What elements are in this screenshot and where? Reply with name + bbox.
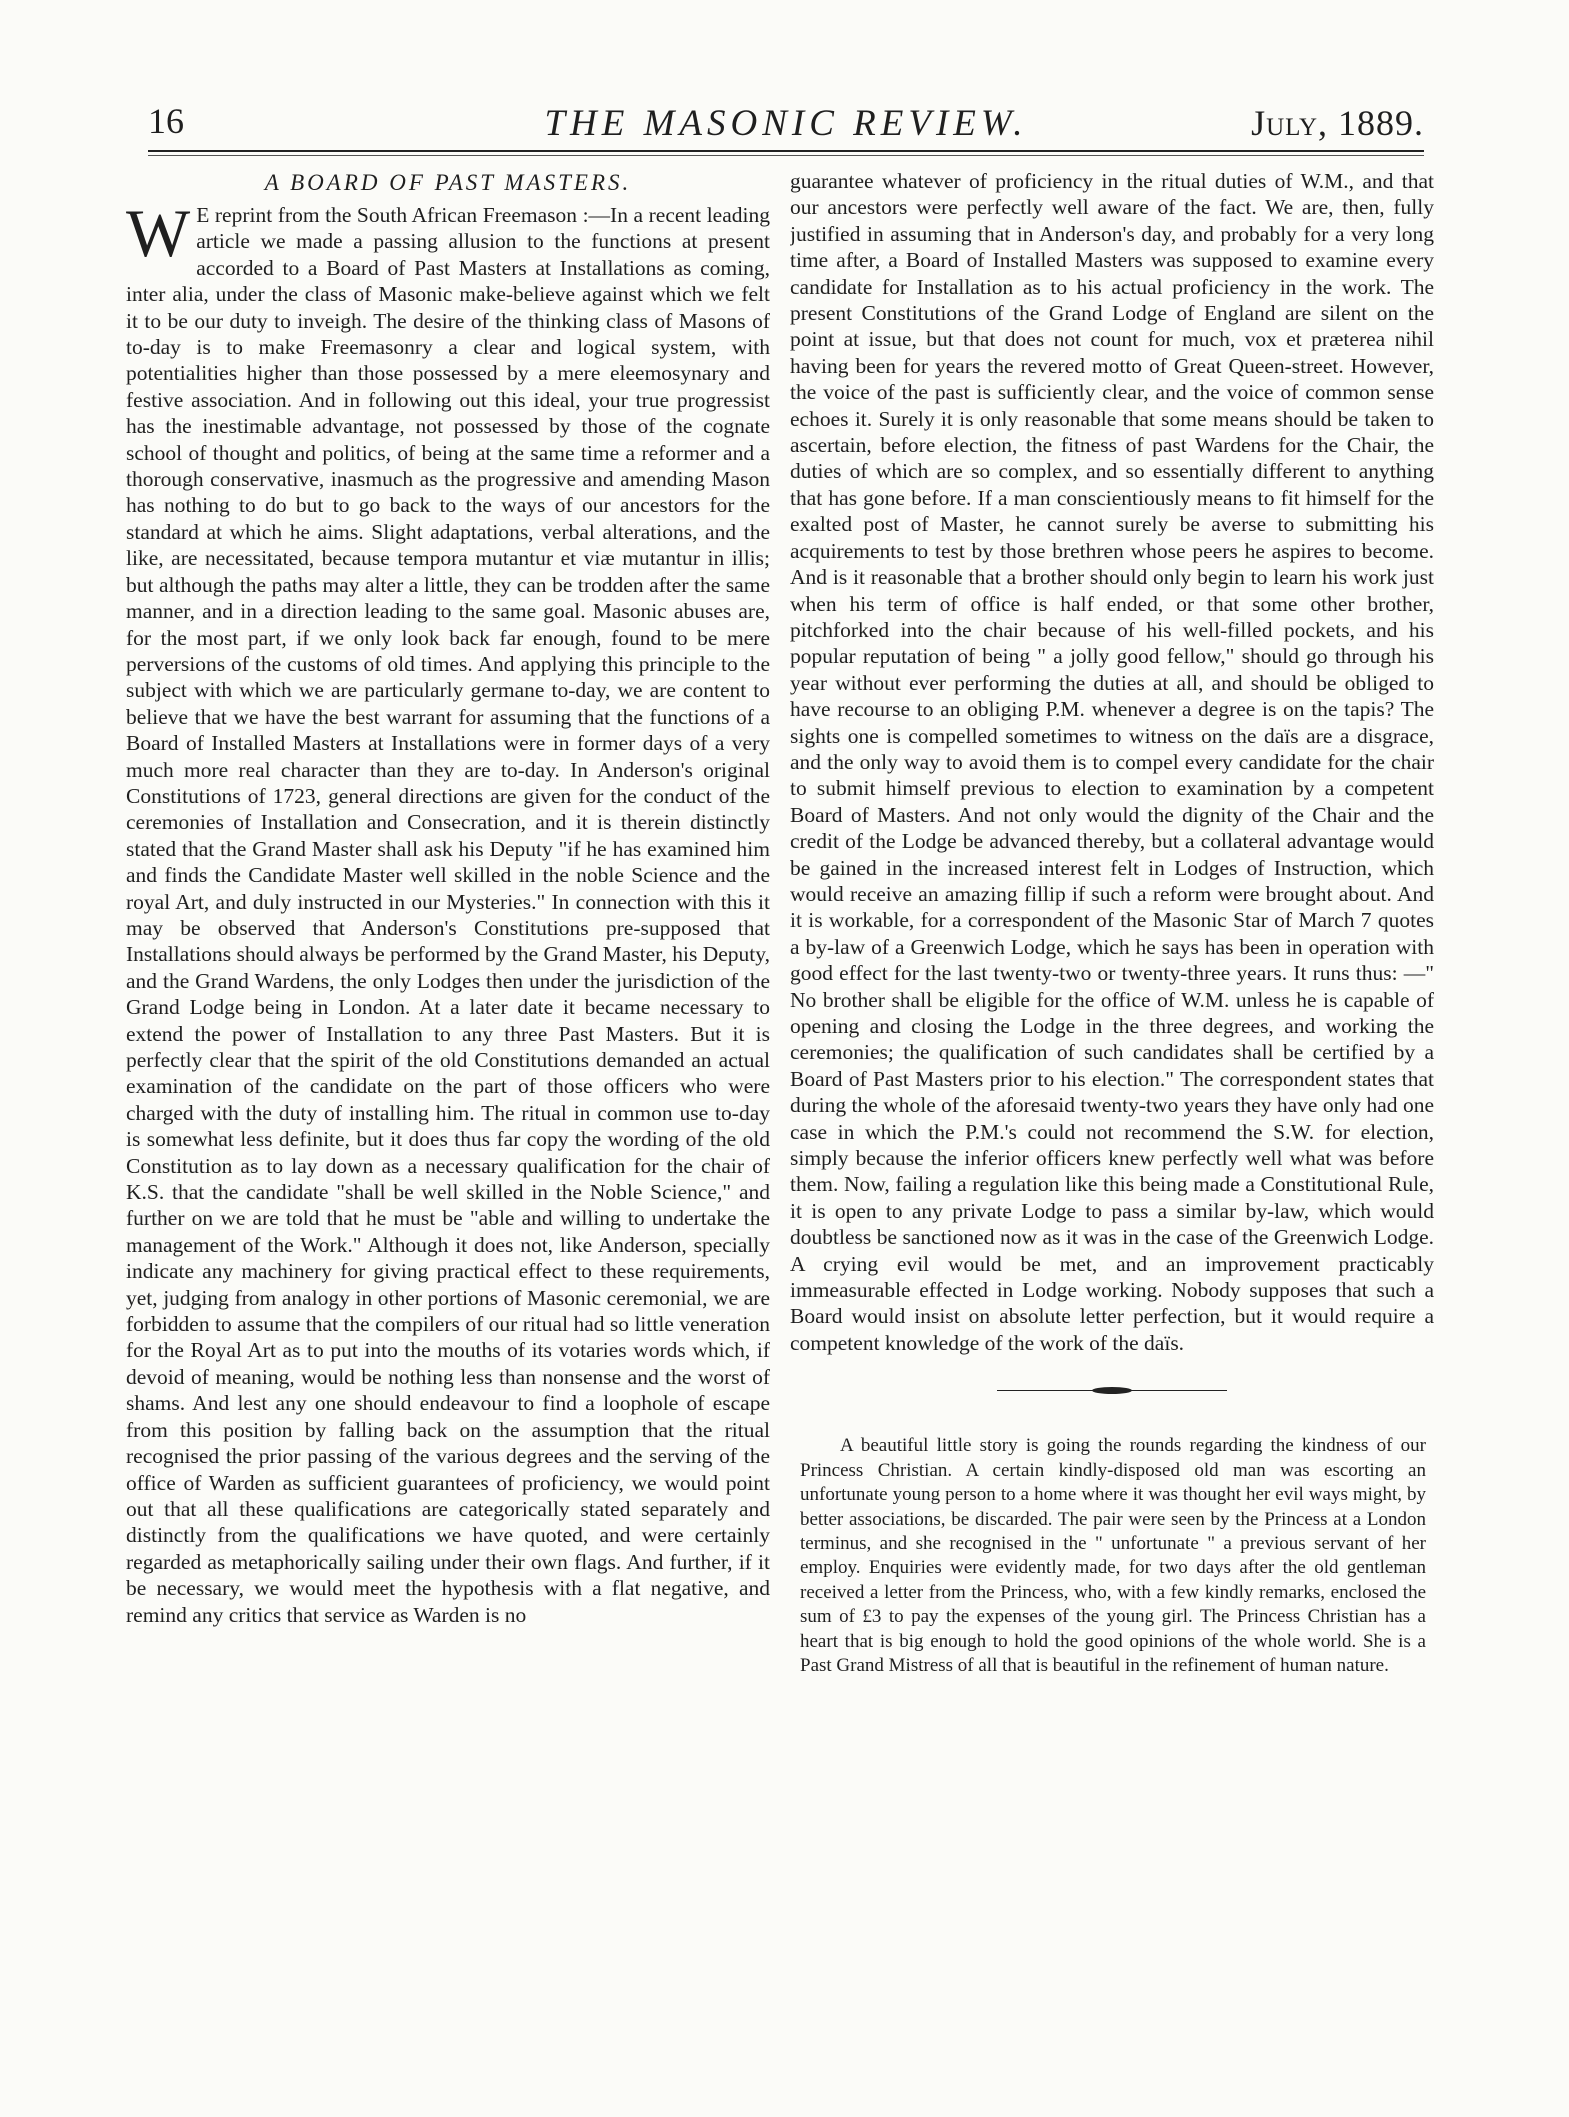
column-left (126, 168, 770, 2088)
header-rule (148, 150, 1424, 152)
ornamental-separator (997, 1386, 1227, 1396)
drop-cap: W (126, 195, 191, 271)
article-text-col1: E reprint from the South African Freemason :—In a recent leading article we made a passing allusion to the functions at present accorded to a Board of Past Masters at Installations as coming, inter alia, under the class of Masonic make-believe against which we felt it to be our duty to inveigh. The desire of the thinking class of Masons of to-day is to make Freemasonry a clear and logical system, with potentialities higher than those possessed by a mere eleemosynary and festive association. And in following out this ideal, your true progressist has the inestimable advantage, not possessed by those of the cognate school of thought and politics, of being at the same time a reformer and a thorough conservative, inasmuch as the progressive and amending Mason has nothing to do but to go back to the ways of our ancestors for the standard at which he aims. Slight adaptations, verbal alterations, and the like, are necessitated, because tempora mutantur et viæ mutantur in illis; but although the paths may alter a little, they can be trodden after the same manner, and in a direction leading to the same goal. Masonic abuses are, for the most part, if we only look back far enough, found to be mere perversions of the customs of old times. And applying this principle to the subject with which we are particularly germane to-day, we are content to believe that we have the best warrant for assuming that the functions of a Board of Installed Masters at Installations were in former days of a very much more real character than they are to-day. In Anderson's original Constitutions of 1723, general directions are given for the conduct of the ceremonies of Installation and Consecration, and it is therein distinctly stated that the Grand Master shall ask his Deputy "if he has examined him and finds the Candidate Master well skilled in the noble Science and the royal Art, and duly instructed in our Mysteries." In connection with this it may be observed that Anderson's Constitutions pre-supposed that Installations should always be performed by the Grand Master, his Deputy, and the Grand Wardens, the only Lodges then under the jurisdiction of the Grand Lodge being in London. At a later date it became necessary to extend the power of Installation to any three Past Masters. But it is perfectly clear that the spirit of the old Constitutions demanded an actual examination of the candidate on the part of those officers who were charged with the duty of installing him. The ritual in common use to-day is somewhat less definite, but it does thus far copy the wording of the old Constitution as to lay down as a necessary qualification for the chair of K.S. that the candidate "shall be well skilled in the Noble Science," and further on we are told that he must be "able and willing to undertake the management of the Work." Although it does not, like Anderson, specially indicate any machinery for giving practical effect to these requirements, yet, judging from analogy in other portions of Masonic ceremonial, we are forbidden to assume that the compilers of our ritual had so little veneration for the Royal Art as to put into the mouths of its votaries words which, if devoid of meaning, would be nothing less than nonsense and the worst of shams. And lest any one should endeavour to find a loophole of escape from this position by falling back on the assumption that the ritual recognised the prior passing of the various degrees and the serving of the office of Warden as sufficient guarantees of proficiency, we would point out that all these qualifications are categorically stated separately and distinctly from the qualifications we have quoted, and were certainly regarded as metaphorically sailing under their own flags. And further, if it be necessary, we would meet the hypothesis with a flat negative, and remind any critics that service as Warden is no (126, 203, 770, 1627)
column-right (790, 168, 1434, 2088)
short-story (790, 1434, 1434, 1678)
article-body-part-2: guarantee whatever of proficiency in the ritual duties of W.M., and that our ancestors were perfectly well aware of the fact. We are, then, fully justified in assuming that in Anderson's day, and probably for a very long time after, a Board of Installed Masters was supposed to examine every candidate for Installation as to his actual proficiency in the work. The present Constitutions of the Grand Lodge of England are silent on the point at issue, but that does not count for much, vox et præterea nihil having been for years the revered motto of Great Queen-street. However, the voice of the past is sufficiently clear, and the voice of common sense echoes it. Surely it is only reasonable that some means should be taken to ascertain, before election, the fitness of past Wardens for the Chair, the duties of which are so complex, and so essentially different to anything that has gone before. If a man conscientiously means to fit himself for the exalted post of Master, he cannot surely be averse to submitting his acquirements to test by those brethren whose peers he aspires to become. And is it reasonable that a brother should only begin to learn his work just when his term of office is half ended, or that some other brother, pitchforked into the chair because of his well-filled pockets, and his popular reputation of being " a jolly good fellow," should go through his year without ever performing the duties at all, and should be obliged to have recourse to an obliging P.M. whenever a degree is on the tapis? The sights one is compelled sometimes to witness on the daïs are a disgrace, and the only way to avoid them is to compel every candidate for the chair to submit himself previous to election to examination by a competent Board of Masters. And not only would the dignity of the Chair and the credit of the Lodge be advanced thereby, but a collateral advantage would be gained in the increased interest felt in Lodges of Instruction, which would receive an amazing fillip if such a reform were brought about. And it is workable, for a correspondent of the Masonic Star of March 7 quotes a by-law of a Greenwich Lodge, which he says has been in operation with good effect for the last twenty-two or twenty-three years. It runs thus: —" No brother shall be eligible for the office of W.M. unless he is capable of opening and closing the Lodge in the three degrees, and working the ceremonies; the qualification of such candidates shall be certified by a Board of Past Masters prior to his election." The correspondent states that during the whole of the aforesaid twenty-two years they have only had one case in which the P.M.'s could not recommend the S.W. for election, simply because the inferior officers knew perfectly well what was before them. Now, failing a regulation like this being made a Constitutional Rule, it is open to any private Lodge to pass a similar by-law, which would doubtless be sanctioned now as it was in the case of the Greenwich Lodge. A crying evil would be met, and an improvement practicably immeasurable effected in Lodge working. Nobody supposes that such a Board would insist on absolute letter perfection, but it would require a competent knowledge of the work of the daïs. (790, 169, 1434, 1355)
header-rule-thin (148, 155, 1424, 156)
issue-date: July, 1889. (1251, 103, 1424, 143)
article-heading: A BOARD OF PAST MASTERS. (264, 170, 632, 195)
article-body-part-1 (126, 195, 770, 1628)
short-story-text: A beautiful little story is going the rounds regarding the kindness of our Princess Christian. A certain kindly-disposed old man was escorting an unfortunate young person to a home where it was thought her evil ways might, by better associations, be discarded. The pair were seen by the Princess at a London terminus, and she recognised in the " unfortunate " a previous servant of her employ. Enquiries were evidently made, for two days after the old gentleman received a letter from the Princess, who, with a few kindly remarks, enclosed the sum of £3 to pay the expenses of the young girl. The Princess Christian has a heart that is big enough to hold the good opinions of the whole world. She is a Past Grand Mistress of all that is beautiful in the refinement of human nature. (800, 1435, 1426, 1676)
journal-title: THE MASONIC REVIEW. (544, 103, 1028, 144)
page-number: 16 (148, 101, 184, 141)
page-header (148, 100, 1424, 152)
